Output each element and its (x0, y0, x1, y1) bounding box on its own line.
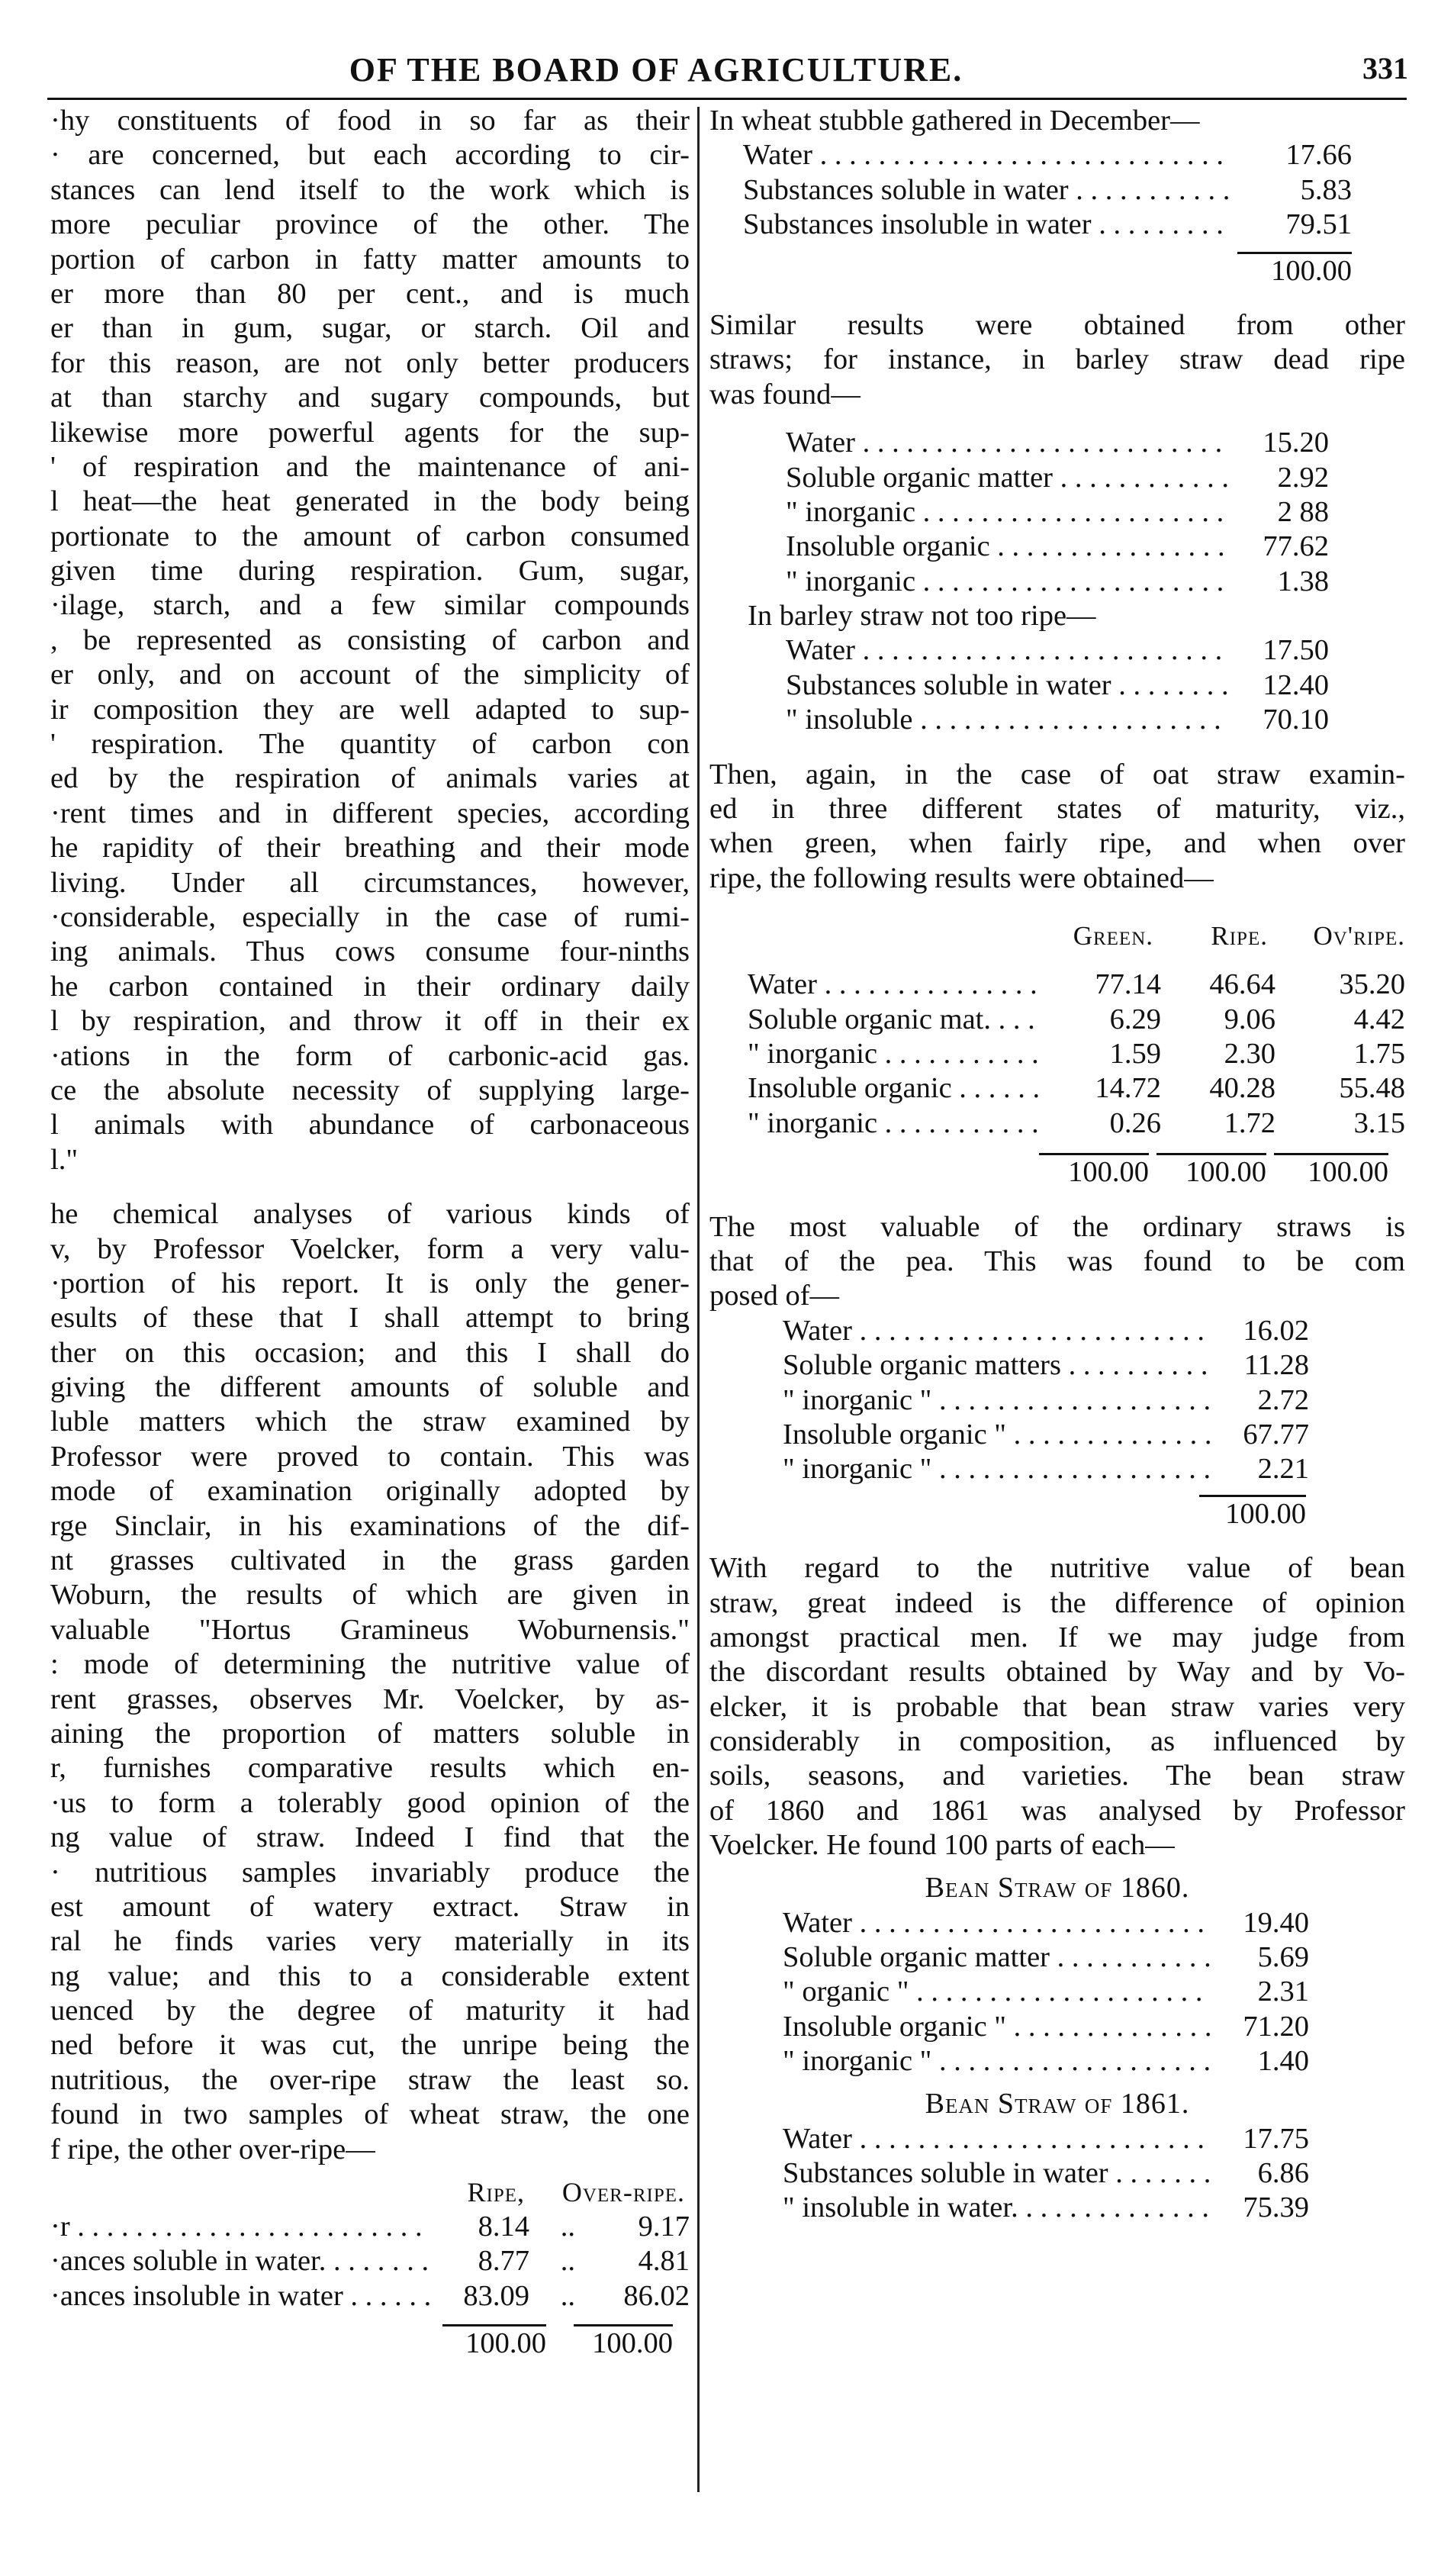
text-line: Woburn, the results of which are given in (50, 1579, 690, 1612)
table-row (783, 1906, 1309, 1940)
row-label: Substances insoluble in water . . . (743, 208, 1230, 242)
col-header-ripe: Ripe, (467, 2177, 525, 2208)
text-line: l heat—the heat generated in the body being (50, 485, 690, 518)
cell-ripe: 8.77 (478, 2245, 529, 2278)
text-line: portionate to the amount of carbon consumed (50, 520, 690, 552)
text-line: for this reason, are not only better producers (50, 346, 690, 379)
row-label: Water . . . (783, 1314, 1210, 1348)
text-line: l by respiration, and throw it off in their ex (50, 1005, 690, 1038)
row-value: 2.31 (1257, 1975, 1309, 2008)
table-row (783, 2010, 1309, 2044)
text-line: ·hy constituents of food in so far as their (50, 105, 690, 137)
text-line: portion of carbon in fatty matter amounts to (50, 243, 690, 275)
text-line: the discordant results obtained by Way and by Vo- (709, 1656, 1405, 1689)
running-head: OF THE BOARD OF AGRICULTURE. (349, 51, 963, 89)
text-line: er more than 80 per cent., and is much (50, 277, 690, 310)
barley-intro: In barley straw not too ripe— (748, 600, 1096, 633)
text-line: With regard to the nutritive value of bean (709, 1552, 1405, 1585)
row-value: 2.21 (1257, 1453, 1309, 1486)
table-row (783, 2191, 1309, 2225)
row-label: Water . . . (748, 968, 1039, 1002)
row-label: " inorganic " . . . (783, 1383, 1210, 1418)
oat-col-green: Green. (1073, 921, 1153, 952)
table-row (50, 2210, 690, 2244)
text-line: when green, when fairly ripe, and when over (709, 827, 1405, 860)
text-line: straws; for instance, in barley straw dead ripe (709, 343, 1405, 376)
row-label: Soluble organic matters . . . (783, 1348, 1210, 1383)
row-value: 79.51 (1285, 208, 1352, 241)
bean-1861-caption: Bean Straw of 1861. (925, 2087, 1190, 2120)
table-row (783, 1348, 1309, 1383)
table-row (748, 1037, 1405, 1071)
table-row (783, 1975, 1309, 2009)
row-value: 19.40 (1243, 1906, 1309, 1939)
text-line: elcker, it is probable that bean straw varies very (709, 1690, 1405, 1723)
bean-1860-caption: Bean Straw of 1860. (925, 1871, 1190, 1904)
text-line: nutritious, the over-ripe straw the least so. (50, 2063, 690, 2096)
table-row (786, 565, 1329, 599)
row-label: Substances soluble in water . . . (786, 668, 1230, 703)
row-value: 5.83 (1300, 173, 1352, 206)
row-value: 17.75 (1243, 2122, 1309, 2155)
text-line: soils, seasons, and varieties. The bean straw (709, 1760, 1405, 1792)
table-row (783, 1314, 1309, 1348)
table-row (783, 2122, 1309, 2156)
text-line: ·portion of his report. It is only the gener- (50, 1267, 690, 1299)
row-label: Substances soluble in water . . . (783, 2156, 1210, 2191)
row-label: " inorganic " . . . (783, 1452, 1210, 1486)
text-line: l." (50, 1143, 79, 1176)
left-paragraph-1 (50, 104, 690, 1177)
text-line: The most valuable of the ordinary straws is (709, 1210, 1405, 1243)
text-line: living. Under all circumstances, however, (50, 866, 690, 899)
total-over-ripe: 100.00 (574, 2324, 673, 2361)
row-label: Water . . . (743, 138, 1230, 172)
table-row (786, 461, 1329, 495)
row-label: Soluble organic matter . . . (786, 461, 1230, 495)
table-row (783, 1418, 1309, 1452)
row-label: Soluble organic mat. . . . (748, 1003, 1039, 1037)
text-line: given time during respiration. Gum, sugar, (50, 555, 690, 588)
row-label: Soluble organic matter . . . (783, 1940, 1210, 1975)
text-line: , be represented as consisting of carbon and (50, 623, 690, 656)
text-line: Similar results were obtained from other (709, 308, 1405, 341)
row-value: 12.40 (1263, 668, 1329, 701)
wheat-ripeness-table (50, 2175, 690, 2362)
right-column (709, 104, 1405, 2226)
row-value: 75.39 (1243, 2191, 1309, 2224)
row-value: 67.77 (1243, 1418, 1309, 1451)
text-line: ·considerable, especially in the case of rumi- (50, 900, 690, 933)
text-line: mode of examination originally adopted by (50, 1475, 690, 1508)
cell-over: 4.42 (1353, 1003, 1405, 1035)
cell-green: 14.72 (1095, 1072, 1161, 1105)
text-line: f ripe, the other over-ripe— (50, 2133, 375, 2165)
row-value: 11.28 (1243, 1349, 1309, 1382)
row-value: 2.72 (1257, 1383, 1309, 1416)
text-line: l animals with abundance of carbonaceous (50, 1109, 690, 1141)
cell-ripe: 40.28 (1209, 1072, 1275, 1105)
table-row (748, 968, 1405, 1002)
row-value: 2.92 (1277, 461, 1329, 494)
text-line: he carbon contained in their ordinary daily (50, 970, 690, 1003)
row-label: Water . . . (786, 633, 1230, 668)
row-value: 6.86 (1257, 2156, 1309, 2189)
row-value: 70.10 (1263, 704, 1329, 736)
text-line: v, by Professor Voelcker, form a very valu- (50, 1232, 690, 1265)
text-line: at than starchy and sugary compounds, but (50, 382, 690, 414)
text-line: Voelcker. He found 100 parts of each— (709, 1829, 1175, 1862)
row-value: 2 88 (1277, 495, 1329, 528)
row-label: Insoluble organic " . . . (783, 2010, 1210, 2044)
text-line: ed in three different states of maturity, viz., (709, 793, 1405, 826)
text-line: ther on this occasion; and this I shall do (50, 1336, 690, 1369)
table-row (783, 1452, 1309, 1486)
text-line: ' respiration. The quantity of carbon con (50, 728, 690, 761)
text-line: of 1860 and 1861 was analysed by Professor (709, 1794, 1405, 1827)
cell-ripe: 2.30 (1224, 1038, 1275, 1070)
row-label: Insoluble organic . . . (786, 530, 1230, 564)
cell-sep: .. (560, 2245, 575, 2278)
oat-col-over-ripe: Ov'ripe. (1313, 921, 1405, 952)
table-row (743, 208, 1352, 242)
table-row (783, 1940, 1309, 1975)
row-value: 1.38 (1277, 565, 1329, 597)
cell-over: 55.48 (1339, 1072, 1405, 1105)
row-label: " organic " . . . (783, 1975, 1210, 2009)
cell-over: 4.81 (638, 2245, 690, 2278)
row-value: 16.02 (1243, 1314, 1309, 1347)
cell-over: 3.15 (1353, 1106, 1405, 1139)
oat-total-green: 100.00 (1039, 1153, 1149, 1190)
text-line: rent grasses, observes Mr. Voelcker, by as- (50, 1682, 690, 1715)
cell-green: 77.14 (1095, 968, 1161, 1001)
row-label: ·r . . . (50, 2210, 430, 2244)
row-label: Water . . . (786, 426, 1230, 460)
oat-total-ripe: 100.00 (1156, 1153, 1266, 1190)
cell-over: 35.20 (1339, 968, 1405, 1001)
text-line: ce the absolute necessity of supplying large- (50, 1074, 690, 1106)
left-paragraph-2 (50, 1197, 690, 2167)
text-line: Then, again, in the case of oat straw examin- (709, 758, 1405, 791)
text-line: aining the proportion of matters soluble in (50, 1717, 690, 1750)
text-line: uenced by the degree of maturity it had (50, 1995, 690, 2027)
cell-green: 0.26 (1109, 1106, 1161, 1139)
column-divider (697, 107, 700, 2492)
paragraph-bean (709, 1551, 1405, 1863)
row-label: Water . . . (783, 2122, 1210, 2156)
row-label: " inorganic . . . (786, 495, 1230, 530)
text-line: rge Sinclair, in his examinations of the dif- (50, 1509, 690, 1542)
header-rule (47, 98, 1407, 100)
text-line: er than in gum, sugar, or starch. Oil and (50, 312, 690, 345)
col-header-over-ripe: Over-ripe. (561, 2177, 685, 2208)
row-label: ·ances insoluble in water . . . (50, 2279, 430, 2314)
cell-over: 86.02 (623, 2279, 690, 2312)
row-value: 17.66 (1285, 139, 1352, 172)
left-column (50, 104, 690, 2362)
row-label: " insoluble . . . (786, 703, 1230, 737)
text-line: ir composition they are well adapted to sup- (50, 693, 690, 726)
text-line: ripe, the following results were obtained— (709, 861, 1214, 894)
row-value: 1.40 (1257, 2045, 1309, 2078)
row-label: Insoluble organic " . . . (783, 1418, 1210, 1452)
table-row (786, 668, 1329, 703)
total-ripe: 100.00 (442, 2324, 546, 2361)
text-line: posed of— (709, 1280, 840, 1312)
text-line: : mode of determining the nutritive value of (50, 1648, 690, 1681)
wheat-intro: In wheat stubble gathered in December— (709, 105, 1200, 137)
table-row (743, 173, 1352, 208)
paragraph-pea (709, 1210, 1405, 1314)
text-line: considerably in composition, as influenced by (709, 1725, 1405, 1758)
text-line: more peculiar province of the other. The (50, 208, 690, 241)
text-line: esults of these that I shall attempt to bring (50, 1302, 690, 1335)
table-row (786, 703, 1329, 737)
text-line: · nutritious samples invariably produce the (50, 1856, 690, 1889)
cell-green: 6.29 (1109, 1003, 1161, 1035)
text-line: straw, great indeed is the difference of opinion (709, 1586, 1405, 1619)
text-line: ing animals. Thus cows consume four-ninths (50, 935, 690, 968)
table-row (786, 426, 1329, 460)
row-label: " insoluble in water. . . . (783, 2191, 1210, 2225)
table-row (748, 1071, 1405, 1106)
row-value: 5.69 (1257, 1941, 1309, 1974)
text-line: ng value of straw. Indeed I find that the (50, 1821, 690, 1854)
row-label: Substances soluble in water . . . (743, 173, 1230, 208)
table-row (783, 1383, 1309, 1418)
row-value: 15.20 (1263, 427, 1329, 459)
text-line: luble matters which the straw examined by (50, 1406, 690, 1438)
text-line: stances can lend itself to the work which is (50, 173, 690, 206)
cell-ripe: 46.64 (1209, 968, 1275, 1001)
text-line: that of the pea. This was found to be com (709, 1245, 1405, 1277)
row-label: Insoluble organic . . . (748, 1071, 1039, 1106)
page-number: 331 (1362, 51, 1408, 85)
paragraph-oat (709, 758, 1405, 897)
cell-green: 1.59 (1109, 1038, 1161, 1070)
pea-total: 100.00 (1199, 1495, 1306, 1531)
text-line: ral he finds varies very materially in its (50, 1925, 690, 1958)
table-row (783, 2156, 1309, 2191)
text-line: ed by the respiration of animals varies at (50, 762, 690, 795)
row-value: 71.20 (1243, 2010, 1309, 2043)
row-label: " inorganic . . . (748, 1106, 1039, 1141)
text-line: ' of respiration and the maintenance of ani- (50, 450, 690, 483)
text-line: he rapidity of their breathing and their mode (50, 832, 690, 865)
row-label: Water . . . (783, 1906, 1210, 1940)
row-label: ·ances soluble in water. . . . (50, 2244, 430, 2278)
wheat-total: 100.00 (1237, 252, 1352, 288)
text-line: ·rent times and in different species, according (50, 797, 690, 829)
text-line: · are concerned, but each according to cir- (50, 139, 690, 172)
cell-ripe: 8.14 (478, 2211, 529, 2243)
cell-sep: .. (560, 2279, 575, 2312)
row-value: 17.50 (1263, 634, 1329, 667)
row-label: " inorganic . . . (786, 565, 1230, 599)
text-line: valuable "Hortus Gramineus Woburnensis." (50, 1613, 690, 1646)
oat-straw-table (709, 919, 1405, 1190)
text-line: ned before it was cut, the unripe being the (50, 2029, 690, 2062)
cell-ripe: 9.06 (1224, 1003, 1275, 1035)
cell-over: 9.17 (638, 2211, 690, 2243)
text-line: ·ations in the form of carbonic-acid gas. (50, 1039, 690, 1072)
paragraph-similar (709, 308, 1405, 412)
table-row (50, 2279, 690, 2314)
row-label: " inorganic . . . (748, 1037, 1039, 1071)
text-line: er only, and on account of the simplicity of (50, 658, 690, 691)
table-row (748, 1106, 1405, 1141)
text-line: likewise more powerful agents for the sup- (50, 416, 690, 449)
cell-ripe: 1.72 (1224, 1106, 1275, 1139)
table-row (783, 2044, 1309, 2079)
table-row (786, 633, 1329, 668)
row-value: 77.62 (1263, 530, 1329, 563)
table-row (743, 138, 1352, 172)
text-line: Professor were proved to contain. This was (50, 1440, 690, 1473)
oat-total-over-ripe: 100.00 (1274, 1153, 1388, 1190)
text-line: ·ilage, starch, and a few similar compounds (50, 589, 690, 622)
text-line: was found— (709, 378, 860, 411)
oat-col-ripe: Ripe. (1211, 921, 1268, 952)
text-line: ng value; and this to a considerable extent (50, 1959, 690, 1992)
text-line: he chemical analyses of various kinds of (50, 1198, 690, 1231)
row-label: " inorganic " . . . (783, 2044, 1210, 2079)
cell-ripe: 83.09 (463, 2279, 529, 2312)
cell-sep: .. (560, 2211, 575, 2243)
table-row (748, 1003, 1405, 1037)
cell-over: 1.75 (1353, 1038, 1405, 1070)
text-line: amongst practical men. If we may judge from (709, 1621, 1405, 1653)
table-row (786, 495, 1329, 530)
text-line: nt grasses cultivated in the grass garden (50, 1544, 690, 1577)
table-row (786, 530, 1329, 564)
text-line: ·us to form a tolerably good opinion of the (50, 1786, 690, 1819)
text-line: found in two samples of wheat straw, the one (50, 2098, 690, 2131)
table-row (50, 2244, 690, 2278)
text-line: giving the different amounts of soluble and (50, 1371, 690, 1404)
text-line: est amount of watery extract. Straw in (50, 1890, 690, 1923)
text-line: r, furnishes comparative results which en- (50, 1752, 690, 1785)
